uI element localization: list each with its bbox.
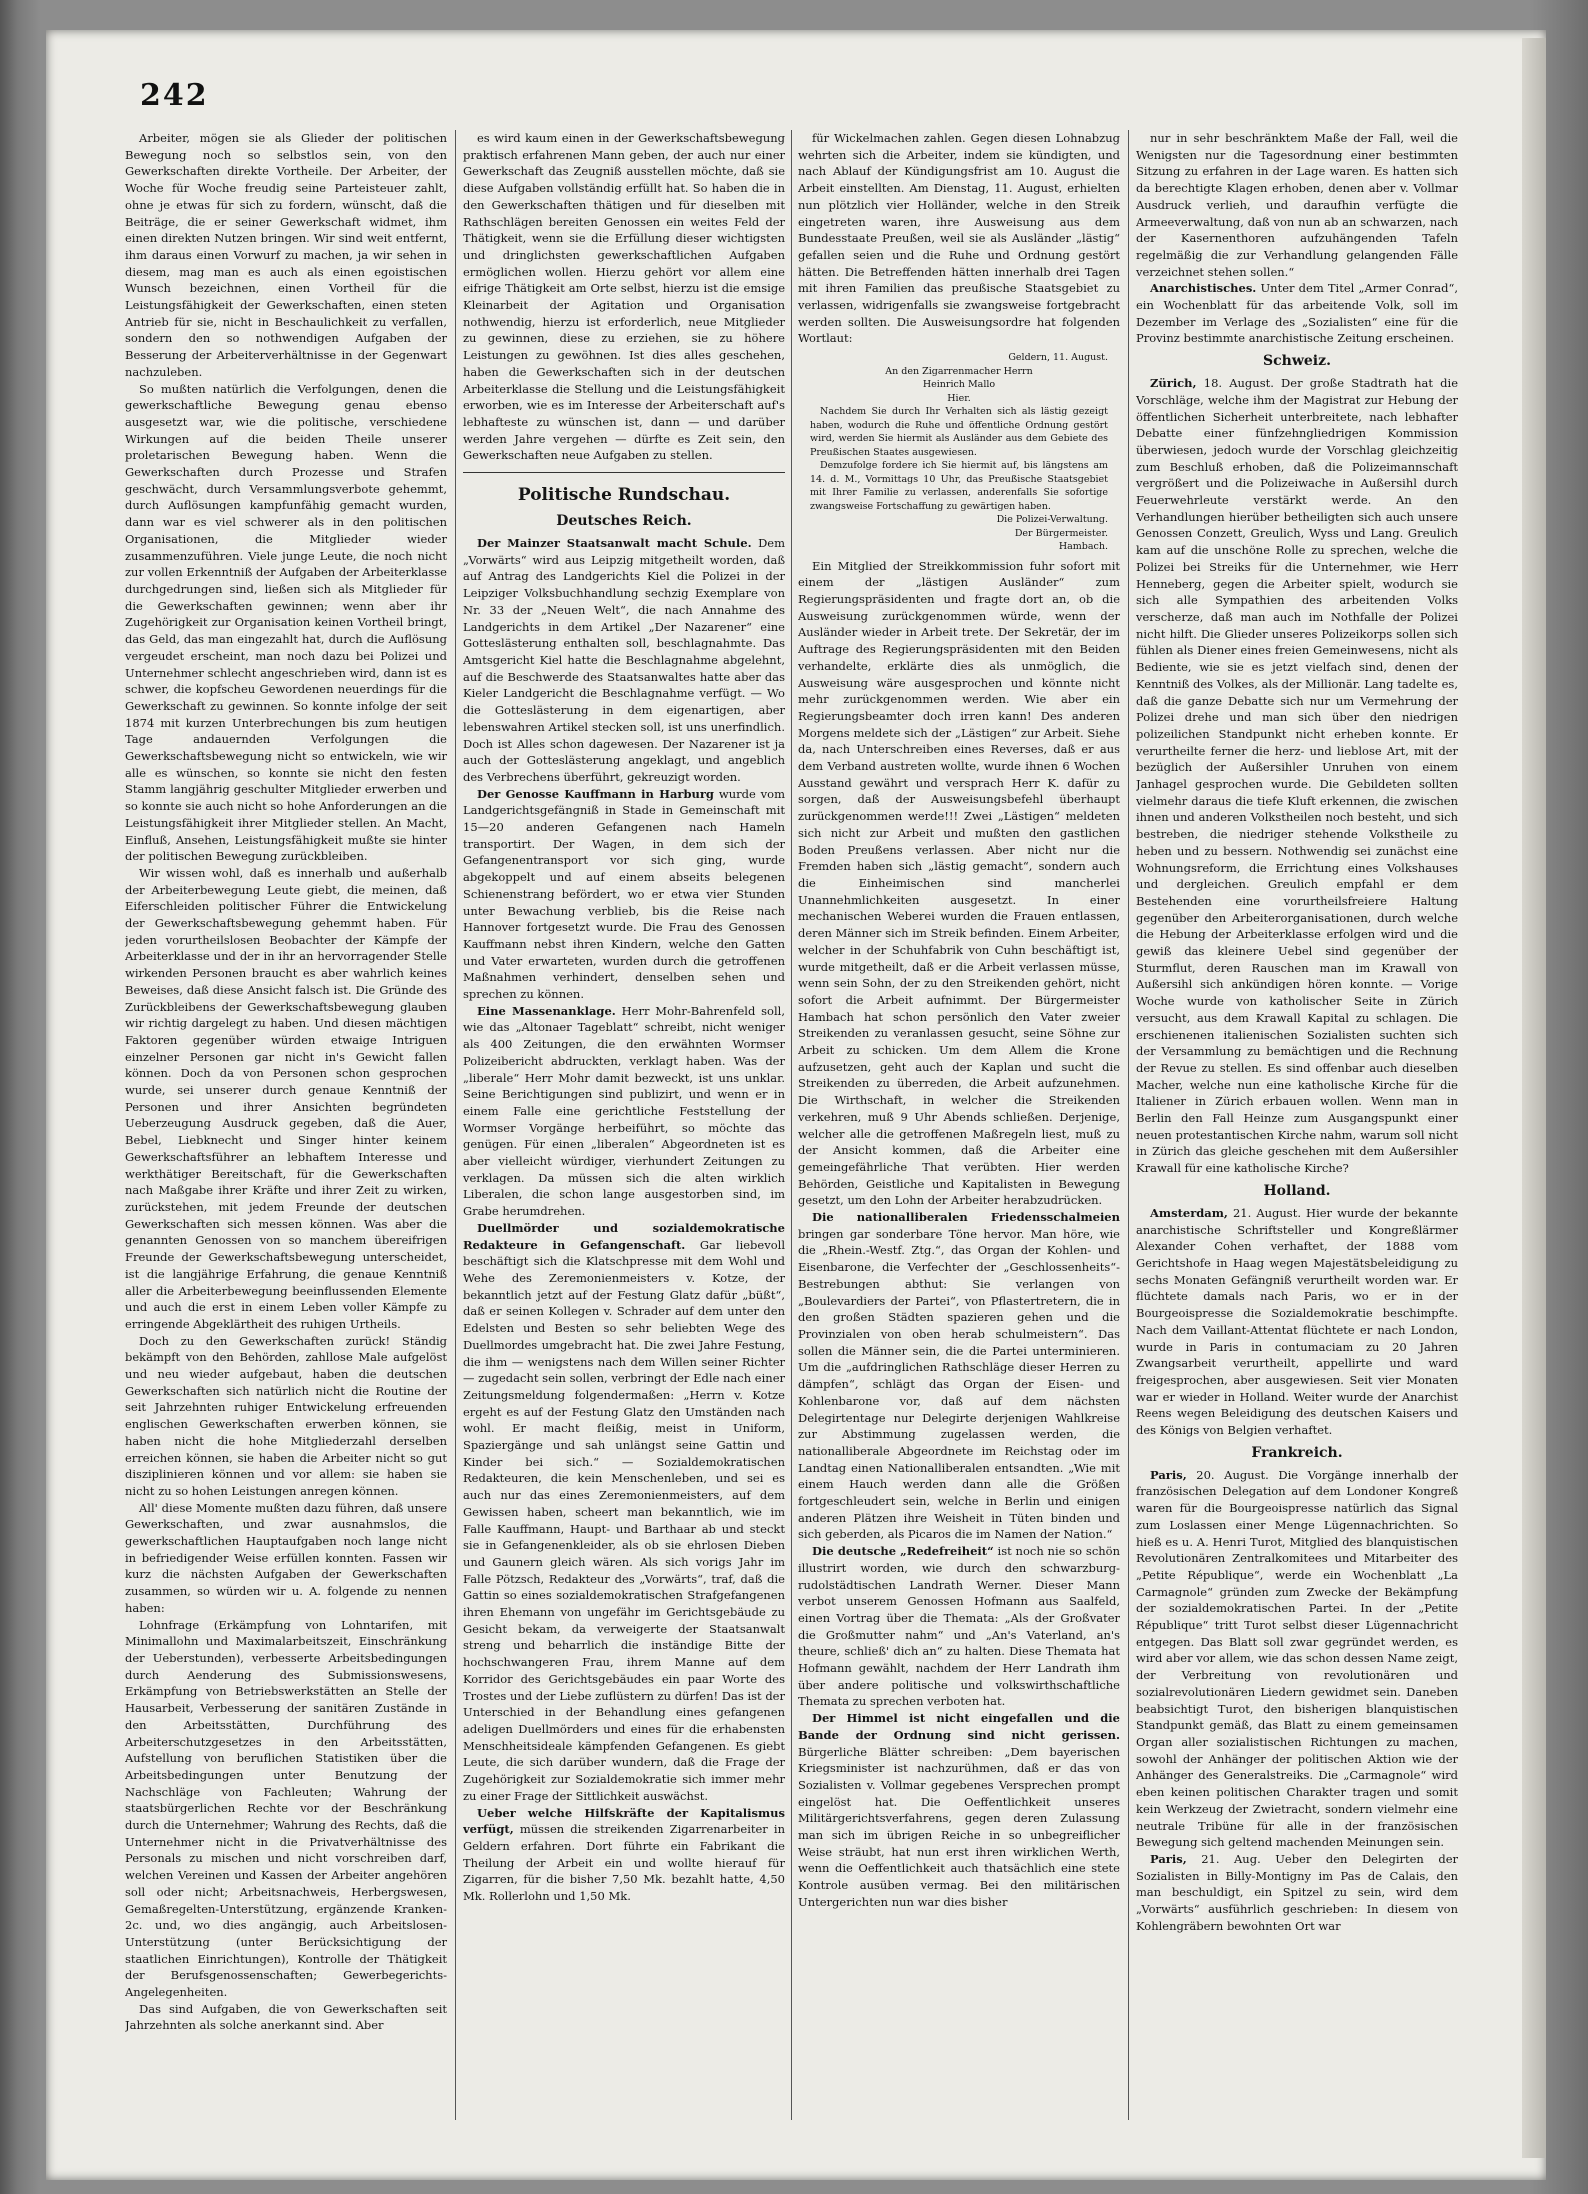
expulsion-order-quote [810,351,1108,554]
column-divider [455,130,456,2120]
news-item [1136,1205,1458,1439]
news-item-place: Paris, [1150,1467,1187,1482]
country-heading-switzerland: Schweiz. [1263,353,1331,370]
news-item [463,786,785,1003]
news-item-place: Paris, [1150,1851,1187,1866]
news-item-title: Die nationalliberalen Friedensschalmeien [812,1210,1120,1225]
news-item-title: Der Himmel ist nicht eingefallen und die Bande der Ordnung sind nicht gerissen. [798,1711,1120,1742]
paragraph: Arbeiter, mögen sie als Glieder der politischen Bewegung noch so selbstlos sein, von den Gewerkschaften direkte Vortheile. Der Arbeiter, der Woche für Woche freudig seine Parteisteuer zahlt, ohne je etwas für sich zu fordern, wünscht, daß die Beiträge, die er seiner Gewerkschaft widmet, ihm einen direkten Nutzen bringen. Wir sind weit entfernt, ihm daraus einen Vorwurf zu machen, ja wir sehen in diesem, mag man es auch als einen egoistischen Wunsch bezeichnen, einen Vortheil für die Leistungsfähigkeit der Gewerkschaften, einen steten Antrieb für sie, nicht in Beschaulichkeit zu verfallen, sondern den so nothwendigen Aufgaben der Besserung der Arbeiterverhältnisse in der Gegenwart nachzuleben. [125,131,447,379]
news-item-title: Ueber welche Hilfskräfte der Kapitalismus verfügt, [463,1805,785,1837]
quote-here: Hier. [947,392,971,404]
news-item [463,1805,785,1905]
column-divider [791,130,792,2120]
column-1 [125,130,447,2120]
quote-place-date: Geldern, 11. August. [1008,352,1108,364]
news-item-title: Duellmörder und sozialdemokratische Redakteure in Gefangenschaft. [463,1220,785,1252]
quote-name: Heinrich Mallo [922,379,996,391]
news-item-text: bringen gar sonderbare Töne hervor. Man höre, wie die „Rhein.-Westf. Ztg.“, das Organ der Kohlen- und Eisenbarone, die Verfechter der „Geschlossenheits“-Bestrebungen abthut: Sie verlangen von „Boulevardiers der Partei“, von Pflastertretern, die in den großen Städten spazieren gehen und die Provinzialen von oben herab schulmeistern“. Das sollen die Männer sein, die die Partei unterminieren. Um die „aufdringlichen Rathschläge dieser Herren zu dämpfen“, schlägt das Organ der Eisen- und Kohlenbarone vor, daß auf dem nächsten Delegirtentage nur Delegirte derjenigen Wahlkreise zur Abstimmung zugelassen werden, die nationalliberale Abgeordnete im Reichstag oder im Landtag einen Nationalliberalen entsandten. „Wie mit einem Hauch werden dann alle die Größen fortgeschleudert sein, welche in Berlin und einigen anderen Plätzen ihre Weisheit in Tüten binden und sich geberden, als Picaros die im Namen der Nation.“ [798,1226,1120,1542]
quote-text: Demzufolge fordere ich Sie hiermit auf, bis längstens am 14. d. M., Vormittags 10 Uhr, das Preußische Staatsgebiet mit Ihrer Familie zu verlassen, anderenfalls Sie sofortige zwangsweise Fortschaffung zu gewärtigen haben. [810,460,1108,512]
news-item-text: 21. Aug. Ueber den Delegirten der Sozialisten in Billy-Montigny im Pas de Calais, den man beschuldigt, ein Spitzel zu sein, wird dem „Vorwärts“ ausführlich geschrieben: In diesem von Kohlengräbern bewohnten Ort war [1136,1851,1458,1933]
section-headline: Politische Rundschau. [517,485,731,506]
news-item [798,1209,1120,1543]
news-item [1136,1851,1458,1935]
news-item-title: Die deutsche „Redefreiheit“ [812,1544,994,1559]
news-item-text: Herr Mohr-Bahrenfeld soll, wie das „Altonaer Tageblatt“ schreibt, nicht weniger als 400 Zeitungen, die den erwähnten Wormser Polizeibericht abdruckten, verklagt haben. Was der „liberale“ Herr Mohr damit bezweckt, ist uns unklar. Seine Berichtigungen sind publizirt, und wenn er in einem Falle eine gerichtliche Feststellung der Wormser Vorgänge herbeiführt, so möchte das genügen. Für einen „liberalen“ Abgeordneten ist es aber vielleicht würdiger, vierhundert Zeitungen zu verklagen. Da müssen sich die alten wirklich Liberalen, die schon lange ausgestorben sind, im Grabe herumdrehen. [463,1003,785,1219]
news-item [798,1710,1120,1910]
news-item-text: Gar liebevoll beschäftigt sich die Klatschpresse mit dem Wohl und Wehe des Zeremonienmeisters v. Kotze, der bekanntlich jetzt auf der Festung Glatz dafür „büßt“, daß er seinen Kollegen v. Schrader auf dem unter den Edelsten und Besten so sehr beliebten Wege des Duellmordes umgebracht hat. Die zwei Jahre Festung, die ihm — wenigstens nach dem Willen seiner Richter — zugedacht sein sollen, verbringt der Edle nach einer Zeitungsmeldung folgendermaßen: „Herrn v. Kotze ergeht es auf der Festung Glatz den Umständen nach wohl. Er macht fleißig, meist in Uniform, Spaziergänge und sah unlängst seine Gattin und Kinder bei sich.“ — Sozialdemokratischen Redakteuren, die kein Menschenleben, und sei es auch nur das eines Zeremonienmeisters, auf dem Gewissen haben, scheert man bekanntlich, wie im Falle Kauffmann, Haupt- und Barthaar ab und steckt sie in Gefangenenkleider, als ob sie ehrlosen Dieben und Gaunern gleich wären. Als sich vorigs Jahr im Falle Pötzsch, Redakteur des „Vorwärts“, traf, daß die Gattin so eines sozialdemokratischen Strafgefangenen ihren Ehemann von ungefähr im Gerichtsgebäude zu Gesicht bekam, da verweigerte der Staatsanwalt streng und beharrlich die inständige Bitte der hochschwangeren Frau, ihrem Manne auf dem Korridor des Gerichtsgebäudes ein paar Worte des Trostes und der Liebe zuflüstern zu dürfen! Das ist der Unterschied in der Behandlung eines gefangenen adeligen Duellmörders und eines für die erhabensten Menschheitsideale kämpfenden Gefangenen. Es giebt Leute, die sich darüber wundern, daß die Frage der Zugehörigkeit zur Sozialdemokratie sich immer mehr zu einer Frage der Sittlichkeit auswächst. [463,1237,785,1803]
news-item-place: Zürich, [1150,376,1197,391]
paragraph: All' diese Momente mußten dazu führen, daß unsere Gewerkschaften, und zwar ausnahmslos, die gewerkschaftlichen Hauptaufgaben noch lange nicht in befriedigender Weise erfüllen konnten. Fassen wir kurz die nächsten Aufgaben der Gewerkschaften zusammen, so würden wir u. A. folgende zu nennen haben: [125,1500,447,1615]
news-item-text: 18. August. Der große Stadtrath hat die Vorschläge, welche ihm der Magistrat zur Hebung der öffentlichen Sicherheit unterbreitete, nach lebhafter Debatte einer fünfzehngliedrigen Kommission überwiesen, jedoch wurde der Vorschlag gleichzeitig zum Beschluß erhoben, daß die Polizeimannschaft vergrößert und die Polizeiwache in Außersihl durch Feuerwehrleute verstärkt werde. An den Verhandlungen hierüber betheiligten sich auch unsere Genossen Conzett, Greulich, Wyss und Lang. Greulich kam auf die unschöne Rolle zu sprechen, welche die Polizei bei Streiks für die Unternehmer, wie Herr Henneberg, gegen die Arbeiter spielt, wodurch sie sich alle Sympathien des arbeitenden Volks verscherze, daß man auch im Nothfalle der Polizei nicht hilft. Die Glieder unseres Polizeikorps sollen sich fühlen als Diener eines freien Gemeinwesens, nicht als Bediente, wie sie es jetzt vielfach sind, denen der Kenntniß des Volkes, als der Millionär. Lang tadelte es, daß die ganze Debatte sich nur um Vermehrung der Polizei drehe und man sich über den niedrigen polizeilichen Standpunkt nicht erheben konnte. Er verurtheilte ferner die herz- und lieblose Art, mit der bezüglich der Außersihler Unruhen von einem Janhagel gesprochen wurde. Die Gebildeten sollten vielmehr daraus die tiefe Kluft erkennen, die zwischen ihnen und anderen Volkstheilen noch besteht, und sich bestreben, die niedriger stehende Volkstheile zu heben und zu bessern. Nothwendig sei zunächst eine Wohnungsreform, die Errichtung eines Volkshauses und dergleichen. Greulich empfahl er dem Bestehenden eine vorurtheilsfreiere Haltung gegenüber den Arbeiterorganisationen, durch welche die Hebung der Arbeiterklasse erfolgen wird und die gewiß das kleinere Uebel sind gegenüber der Sturmflut, deren Rauschen man im Krawall von Außersihl sich ankündigen hören konnte. — Vorige Woche wurde von katholischer Seite in Zürich versucht, aus dem Krawall Kapital zu schlagen. Die erschienenen italienischen Sozialisten suchten sich der Versammlung zu bemächtigen und die Rechnung der Revue zu stellen. Es sind offenbar auch dieselben Macher, welche nun eine katholische Kirche für die Italiener in Zürich erbauen wollen. Wenn man in Berlin den Fall Heinze zum Ausgangspunkt einer neuen protestantischen Kirche nahm, warum soll nicht in Zürich das gleiche geschehen mit dem Außersihler Krawall für eine katholische Kirche? [1136,376,1458,1176]
news-item [463,535,785,786]
column-4 [1136,130,1458,2120]
page-number: 242 [140,78,209,113]
news-item-place: Amsterdam, [1150,1205,1228,1220]
news-item [1136,280,1458,347]
news-item-title: Der Mainzer Staatsanwalt macht Schule. [477,536,752,551]
paragraph: Doch zu den Gewerkschaften zurück! Ständig bekämpft von den Behörden, zahllose Male aufgelöst und neu wieder aufgebaut, haben die deutschen Gewerkschaften sich natürlich nicht die Routine der seit Jahrzehnten ruhiger Entwickelung erfreuenden englischen Gewerkschaften erwerben können, sie haben nicht die hohe Mitgliederzahl derselben erreichen können, sie haben die Arbeiter nicht so gut disziplinieren können und vor allem: sie haben sie nicht zu so hohen Leistungen anregen können. [125,1333,447,1498]
news-item-title: Anarchistisches. [1150,281,1257,296]
paragraph: Ein Mitglied der Streikkommission fuhr sofort mit einem der „lästigen Ausländer“ zum Regierungspräsidenten und fragte dort an, ob die Ausweisung zurückgenommen würde, wenn der Ausländer wieder in Arbeit trete. Der Sekretär, der im Auftrage des Regierungspräsidenten mit den Beiden verhandelte, erklärte dies als unmöglich, die Ausweisung wäre ausgesprochen und könnte nicht mehr zurückgenommen werden. Wie aber ein Regierungsbeamter doch irren kann! Des anderen Morgens meldete sich der „Lästigen“ zur Arbeit. Siehe da, nach Unterschreiben eines Reverses, daß er aus dem Verband austreten wollte, wurde ihnen 6 Wochen Ausstand gewährt und versprach Herr K. dafür zu sorgen, daß der Ausweisungsbefehl überhaupt zurückgenommen werde!!! Zwei „Lästigen“ meldeten sich nicht zur Arbeit und mußten den gastlichen Boden Preußens verlassen. Aber nicht nur die Fremden haben sich „lästig gemacht“, sondern auch die Einheimischen sind mancherlei Unannehmlichkeiten ausgesetzt. In einer mechanischen Weberei wurden die Frauen entlassen, deren Männer sich im Streik befinden. Einem Arbeiter, welcher in der Schuhfabrik von Cuhn beschäftigt ist, wurde mitgetheilt, daß er die Arbeit verlassen müsse, wenn sein Sohn, der zu den Streikenden gehört, nicht sofort die Arbeit aufnimmt. Der Bürgermeister Hambach hat schon persönlich den Vater zweier Streikenden zu veranlassen gesucht, seine Söhne zur Arbeit zu schicken. Um dem Allem die Krone aufzusetzen, geht auch der Kaplan und sucht die Streikenden zu überreden, die Arbeit aufzunehmen. Die Wirthschaft, in welcher die Streikenden verkehren, muß 9 Uhr Abends schließen. Derjenige, welcher alle die getroffenen Maßregeln liest, muß zu der Ansicht kommen, daß die Arbeiter eine gemeingefährliche That verübten. Hier werden Behörden, Geistliche und Kapitalisten in Bewegung gesetzt, um den Lohn der Arbeiter herabzudrücken. [798,558,1120,1208]
news-item-text: ist noch nie so schön illustrirt worden, wie durch den schwarzburg-rudolstädtischen Landrath Werner. Dieser Mann verbot unserem Genossen Hofmann aus Saalfeld, einen Vortrag über die Themata: „Als der Großvater die Großmutter nahm“ und „An's Vaterland, an's theure, schließ' dich an“ zu halten. Diese Themata hat Hofmann gewählt, nachdem der Herr Landrath ihm über andere politische und volkswirthschaftliche Themata zu sprechen verboten hat. [798,1544,1120,1709]
paragraph: Das sind Aufgaben, die von Gewerkschaften seit Jahrzehnten als solche anerkannt sind. Aber [125,2001,447,2033]
column-2 [463,130,785,2120]
news-item-text: müssen die streikenden Zigarrenarbeiter in Geldern erfahren. Dort führte ein Fabrikant die Theilung der Arbeit ein und wollte hierauf für Zigarren, für die bisher 7,50 Mk. bezahlt hatte, 4,50 Mk. Rollerlohn und 1,50 Mk. [463,1822,785,1904]
next-page-edge [1522,38,1546,2158]
paragraph: es wird kaum einen in der Gewerkschaftsbewegung praktisch erfahrenen Mann geben, der auch nur einer Gewerkschaft das Zeugniß ausstellen möchte, daß sie diese Aufgaben vollständig erfüllt hat. So haben die in den Gewerkschaften thätigen und für dieselben mit Rathschlägen bereiten Genossen ein weites Feld der Thätigkeit, wenn sie die Erfüllung dieser wichtigsten und dringlichsten gewerkschaftlichen Aufgaben ermöglichen wollen. Hierzu gehört vor allem eine eifrige Thätigkeit am Orte selbst, hierzu ist die emsige Kleinarbeit der Agitation und Organisation nothwendig, hierzu ist erforderlich, neue Mitglieder zu gewinnen, diese zu erziehen, sie zu höhere Leistungen zu gewöhnen. Ist dies alles geschehen, haben die Gewerkschaften sich in der deutschen Arbeiterklasse die Stellung und die Leistungsfähigkeit erworben, wie es im Interesse der Arbeiterschaft auf's lebhafteste zu wünschen ist, dann — und darüber werden Jahre vergehen — dürfte es Zeit sein, den Gewerkschaften neue Aufgaben zu stellen. [463,131,785,463]
news-item-text: Unter dem Titel „Armer Conrad“, ein Wochenblatt für das arbeitende Volk, soll im Dezember im Verlage des „Sozialisten“ eine für die Provinz bestimmte anarchistische Zeitung erscheinen. [1136,281,1458,346]
news-item [463,1220,785,1805]
country-heading-france: Frankreich. [1251,1444,1343,1461]
news-item [1136,375,1458,1177]
paragraph: Lohnfrage (Erkämpfung von Lohntarifen, mit Minimallohn und Maximalarbeitszeit, Einschränkung der Ueberstunden), verbesserte Arbeitsbedingungen durch Aenderung des Submissionswesens, Erkämpfung von Betriebswerkstätten an Stelle der Hausarbeit, Verbesserung der sanitären Zustände in den Arbeitsstätten, Durchführung des Arbeiterschutzgesetzes in den Arbeitsstätten, Aufstellung von beruflichen Statistiken über die Arbeitsbedingungen unter Benutzung der Nachschläge von Fachleuten; Wahrung der staatsbürgerlichen Rechte vor der Beschränkung durch die Unternehmer; Wahrung des Rechts, daß die Unternehmer nicht in die Privatverhältnisse des Personals zu mischen und nicht vorschreiben darf, welchen Vereinen und Kassen der Arbeiter angehören soll oder nicht; Arbeitsnachweis, Herbergswesen, Gemaßregelten-Unterstützung, ergänzende Kranken- 2c. und, wo dies angängig, auch Arbeitslosen-Unterstützung (unter Berücksichtigung der staatlichen Einrichtungen), Kontrolle der Thätigkeit der Berufsgenossenschaften; Gewerbegerichts-Angelegenheiten. [125,1617,447,2000]
paragraph: für Wickelmachen zahlen. Gegen diesen Lohnabzug wehrten sich die Arbeiter, indem sie kündigten, und nach Ablauf der Kündigungsfrist am 10. August die Arbeit einstellten. Am Dienstag, 11. August, erhielten nun plötzlich vier Holländer, welche in den Streik eingetreten waren, ihre Ausweisung aus dem Bundesstaate Preußen, weil sie als Ausländer „lästig“ gefallen seien und die Ruhe und Ordnung gestört hätten. Die Betreffenden hätten innerhalb drei Tagen mit ihren Familien das preußische Staatsgebiet zu verlassen, widrigenfalls sie zwangsweise fortgebracht werden sollten. Die Ausweisungsordre hat folgenden Wortlaut: [798,131,1120,346]
column-divider [1128,130,1129,2120]
paragraph: So mußten natürlich die Verfolgungen, denen die gewerkschaftliche Bewegung genau ebenso ausgesetzt war, wie die politische, verschiedene Wirkungen auf die beiden Theile unserer proletarischen Bewegung haben. Wenn die Gewerkschaften durch Prozesse und Strafen geschwächt, durch Versammlungsverbote gehemmt, durch Auflösungen kampfunfähig gemacht wurden, dann war es viel schwerer als in den politischen Organisationen, die Mitglieder wieder zusammenzuführen. Viele junge Leute, die noch nicht zur vollen Erkenntniß der Aufgaben der Arbeiterklasse durchgedrungen sind, ließen sich als Mitglieder für die Gewerkschaften gewinnen; wenn aber ihr Zugehörigkeit zur Organisation keinen Vortheil bringt, das Geld, das man eingezahlt hat, durch die Auflösung vergeudet erscheint, man noch dazu bei Polizei und Unternehmer schlecht angeschrieben wird, dann ist es schwer, die kopfscheu Gewordenen neuerdings für die Gewerkschaft zu gewinnen. So konnte infolge der seit 1874 mit kurzen Unterbrechungen bis zum heutigen Tage andauernden Verfolgungen die Gewerkschaftsbewegung nicht so entwickeln, wie wir alle es wünschen, so konnte sie nicht den festen Stamm langjährig geschulter Mitglieder erwerben und so konnte sie auch nicht so hohe Anforderungen an die Leistungsfähigkeit ihrer Mitglieder stellen. An Macht, Einfluß, Ansehen, Leistungsfähigkeit mußte sie hinter der politischen Bewegung zurückbleiben. [125,381,447,864]
section-rule [463,472,785,473]
quote-addressee: An den Zigarrenmacher Herrn [885,365,1033,377]
column-3 [798,130,1120,2120]
news-item [798,1543,1120,1710]
news-item [1136,1467,1458,1851]
news-item-text: wurde vom Landgerichtsgefängniß in Stade in Gemeinschaft mit 15—20 anderen Gefangenen nach Hameln transportirt. Der Wagen, in dem sich der Gefangenentransport vor sich ging, wurde abgekoppelt und auf einem abseits belegenen Schienenstrang befördert, wo er etwa vier Stunden unter Bewachung verblieb, bis die Reise nach Hannover fortgesetzt wurde. Die Frau des Genossen Kauffmann nebst ihren Kindern, welche den Gatten und Vater erwarteten, wurden durch die getroffenen Maßnahmen verhindert, denselben sehen und sprechen zu können. [463,786,785,1002]
quote-signature: Der Bürgermeister. [1014,527,1108,539]
news-item [463,1003,785,1220]
quote-signature: Hambach. [1058,541,1108,553]
news-item-title: Eine Massenanklage. [477,1003,616,1018]
quote-text: Nachdem Sie durch Ihr Verhalten sich als lästig gezeigt haben, wodurch die Ruhe und öffentliche Ordnung gestört wird, werden Sie hiermit als Ausländer aus dem Gebiete des Preußischen Staates ausgewiesen. [810,406,1108,458]
paragraph: Wir wissen wohl, daß es innerhalb und außerhalb der Arbeiterbewegung Leute giebt, die meinen, daß Eiferschleiden politischer Führer die Entwickelung der Gewerkschaftsbewegung gehemmt haben. Für jeden vorurtheilslosen Beobachter der Kämpfe der Arbeiterklasse und der in ihr an hervorragender Stelle wirkenden Personen braucht es aber wahrlich keines Beweises, daß diese Ansicht falsch ist. Die Gründe des Zurückbleibens der Gewerkschaftsbewegung glauben wir richtig dargelegt zu haben. Und diesen mächtigen Faktoren gegenüber würden etwaige Intriguen einzelner Personen gar nicht in's Gewicht fallen können. Doch da von Personen schon gesprochen wurde, sei unserer durch genaue Kenntniß der Personen und ihrer Ansichten begründeten Ueberzeugung Ausdruck gegeben, daß die Auer, Bebel, Liebknecht und Singer hinter keinem Gewerkschaftsführer an lebhaftem Interesse und werkthätiger Bereitschaft, für die Gewerkschaften nach Maßgabe ihrer Kräfte und ihrer Zeit zu wirken, zurückstehen, mit jedem Freunde der deutschen Gewerkschaften sich messen können. Was aber die genannten Genossen von so manchem übereifrigen Freunde der Gewerkschaftsbewegung unterscheidet, ist die langjährige Erfahrung, die genaue Kenntniß aller die Arbeiterbewegung beeinflussenden Elemente und auch die erst in einem Leben voller Kämpfe zu erringende Abgeklärtheit des ruhigen Urtheils. [125,865,447,1331]
country-heading-holland: Holland. [1263,1182,1331,1199]
news-item-text: 20. August. Die Vorgänge innerhalb der französischen Delegation auf dem Londoner Kongreß waren für die Bourgeoispresse natürlich das Signal zum Loslassen einer Menge Lügennachrichten. So hieß es u. A. Henri Turot, Mitglied des blanquistischen Revolutionären Zentralkomitees und Mitarbeiter des „Petite République“, werde ein Wochenblatt „La Carmagnole“ gründen zum Zwecke der Bekämpfung der sozialdemokratischen Partei. In der „Petite République“ tritt Turot selbst dieser Lügennachricht entgegen. Das Blatt soll zwar gegründet werden, es wird aber vor allem, wie das schon dessen Name zeigt, der Verbreitung von revolutionären und sozialrevolutionären Liedern gewidmet sein. Daneben beabsichtigt Turot, den bisherigen blanquistischen Standpunkt gemäß, das Blatt zu einem gemeinsamen Organ aller sozialistischen Richtungen zu machen, sowohl der Anhänger der politischen Aktion wie der Anhänger des Generalstreiks. Die „Carmagnole“ wird eben keinen politischen Charakter tragen und somit kein Werkzeug der Zwietracht, sondern vielmehr eine neutrale Tribüne für alle in der französischen Bewegung sich geltend machenden Meinungen sein. [1136,1467,1458,1850]
news-item-text: 21. August. Hier wurde der bekannte anarchistische Schriftsteller und Kongreßlärmer Alexander Cohen verhaftet, der 1888 vom Gerichtshofe in Haag wegen Majestätsbeleidigung zu sechs Monaten Gefängniß verurtheilt worden war. Er flüchtete damals nach Paris, wo er in der Bourgeoispresse die Sozialdemokratie beschimpfte. Nach dem Vaillant-Attentat flüchtete er nach London, wurde in Paris in contumaciam zu 20 Jahren Zwangsarbeit verurtheilt, appellirte und ward freigesprochen, aber ausgewiesen. Seit vier Monaten war er wieder in Holland. Weiter wurde der Anarchist Reens wegen Beleidigung des deutschen Kaisers und des Königs von Belgien verhaftet. [1136,1205,1458,1438]
paragraph: nur in sehr beschränktem Maße der Fall, weil die Wenigsten nur die Tagesordnung einer bestimmten Sitzung zu erfahren in der Lage waren. Es hatten sich da berechtigte Klagen erhoben, denen aber v. Vollmar Ausdruck verlieh, und daraufhin verfügte die Armeeverwaltung, daß von nun ab an schwarzen, nach der Kasernenthoren aufzuhängenden Tafeln regelmäßig die zur Verhandlung gelangenden Fälle verzeichnet stehen sollen.“ [1136,131,1458,279]
news-item-title: Der Genosse Kauffmann in Harburg [477,786,714,801]
section-subhead: Deutsches Reich. [556,513,692,530]
news-item-text: Bürgerliche Blätter schreiben: „Dem bayerischen Kriegsminister ist nachzurühmen, daß er das von Sozialisten v. Vollmar gegebenes Versprechen prompt eingelöst hat. Die Oeffentlichkeit unseres Militärgerichtsverfahrens, gegen deren Zulassung man sich im übrigen Reiche in so unbegreiflicher Weise sträubt, hat nun erst ihren wirklichen Werth, wenn die Oeffentlichkeit auch thatsächlich eine stete Kontrole ausüben vermag. Bei den militärischen Untergerichten nun war dies bisher [798,1744,1120,1909]
quote-signature: Die Polizei-Verwaltung. [996,514,1108,526]
news-item-text: Dem „Vorwärts“ wird aus Leipzig mitgetheilt worden, daß auf Antrag des Landgerichts Kiel die Polizei in der Leipziger Volksbuchhandlung sechzig Exemplare von Nr. 33 der „Neuen Welt“, die nach Annahme des Landgerichts in dem Artikel „Der Nazarener“ eine Gotteslästerung enthalten soll, beschlagnahmte. Das Amtsgericht Kiel hatte die Beschlagnahme abgelehnt, auf die Beschwerde des Staatsanwaltes hatte aber das Kieler Landgericht die Beschlagnahme verfügt. — Wo die Gotteslästerung in dem eigenartigen, aber lebenswahren Artikel stecken soll, ist uns unerfindlich. Doch ist Alles schon dagewesen. Der Nazarener ist ja auch der Gotteslästerung angeklagt, und angeblich des Verbrechens überführt, gekreuzigt worden. [463,536,785,784]
